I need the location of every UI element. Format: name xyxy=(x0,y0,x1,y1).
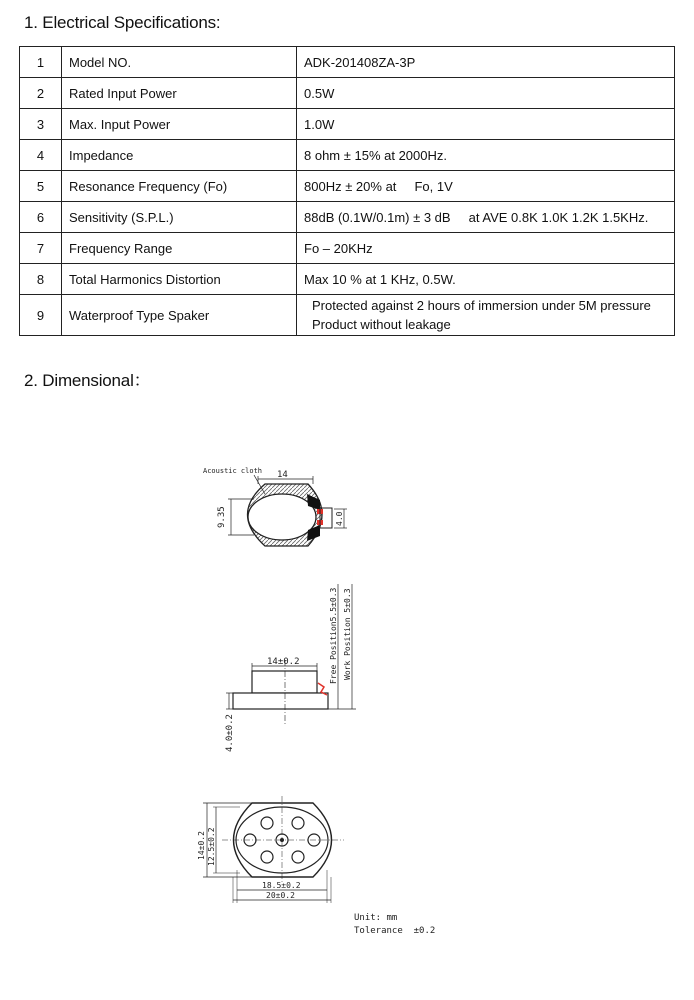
row-number: 6 xyxy=(20,202,62,233)
row-number: 8 xyxy=(20,264,62,295)
spec-name: Impedance xyxy=(62,140,297,171)
speaker-cone xyxy=(248,494,316,540)
side-height-dim: 4.0±0.2 xyxy=(225,714,235,752)
row-number: 4 xyxy=(20,140,62,171)
vent-hole xyxy=(261,817,273,829)
spec-name: Sensitivity (S.P.L.) xyxy=(62,202,297,233)
top-height-dim: 9.35 xyxy=(217,506,227,528)
spec-name: Max. Input Power xyxy=(62,109,297,140)
top-width-dim: 14 xyxy=(277,470,288,480)
row-number: 3 xyxy=(20,109,62,140)
row-number: 7 xyxy=(20,233,62,264)
section-title-dimensional: 2. Dimensional： xyxy=(24,371,151,390)
top-view xyxy=(203,467,347,546)
spec-value: 0.5W xyxy=(297,78,675,109)
bottom-outer-height-dim: 14±0.2 xyxy=(197,831,206,860)
spec-value: 8 ohm ± 15% at 2000Hz. xyxy=(297,140,675,171)
vent-hole xyxy=(292,817,304,829)
unit-note: Unit: mm xyxy=(354,913,398,923)
bottom-view xyxy=(197,796,344,903)
row-number: 1 xyxy=(20,47,62,78)
row-number: 9 xyxy=(20,295,62,336)
spec-name: Resonance Frequency (Fo) xyxy=(62,171,297,202)
spec-value: ADK-201408ZA-3P xyxy=(297,47,675,78)
vent-hole xyxy=(261,851,273,863)
work-position-dim: Work Position 5±0.3 xyxy=(343,588,352,680)
bottom-outer-width-dim: 20±0.2 xyxy=(266,891,295,900)
spec-value: 88dB (0.1W/0.1m) ± 3 dB at AVE 0.8K 1.0K 1.2K 1.5KHz. xyxy=(297,202,675,233)
spec-name: Total Harmonics Distortion xyxy=(62,264,297,295)
row-number: 5 xyxy=(20,171,62,202)
spec-name: Rated Input Power xyxy=(62,78,297,109)
acoustic-cloth-label: Acoustic cloth xyxy=(203,467,263,475)
spec-name: Waterproof Type Spaker xyxy=(62,295,297,336)
side-body-top xyxy=(252,671,317,693)
spec-value: Fo – 20KHz xyxy=(297,233,675,264)
spec-value: Max 10 % at 1 KHz, 0.5W. xyxy=(297,264,675,295)
spec-name: Frequency Range xyxy=(62,233,297,264)
side-view xyxy=(225,584,356,752)
row-number: 2 xyxy=(20,78,62,109)
spec-name: Model NO. xyxy=(62,47,297,78)
side-body-base xyxy=(233,693,328,709)
vent-hole xyxy=(292,851,304,863)
spec-value-line: Product without leakage xyxy=(312,317,451,332)
section-title-electrical: 1. Electrical Specifications: xyxy=(24,13,221,32)
side-width-dim: 14±0.2 xyxy=(267,657,300,667)
spec-value: 1.0W xyxy=(297,109,675,140)
bottom-inner-width-dim: 18.5±0.2 xyxy=(262,881,301,890)
spec-value: 800Hz ± 20% at Fo, 1V xyxy=(297,171,675,202)
spec-value-line: Protected against 2 hours of immersion under 5M pressure xyxy=(312,298,651,313)
terminal-dim: 4.0 xyxy=(335,511,344,526)
free-position-dim: Free Position5.5±0.3 xyxy=(329,587,338,684)
bottom-inner-height-dim: 12.5±0.2 xyxy=(207,827,216,866)
tolerance-note: Tolerance ±0.2 xyxy=(354,926,436,936)
